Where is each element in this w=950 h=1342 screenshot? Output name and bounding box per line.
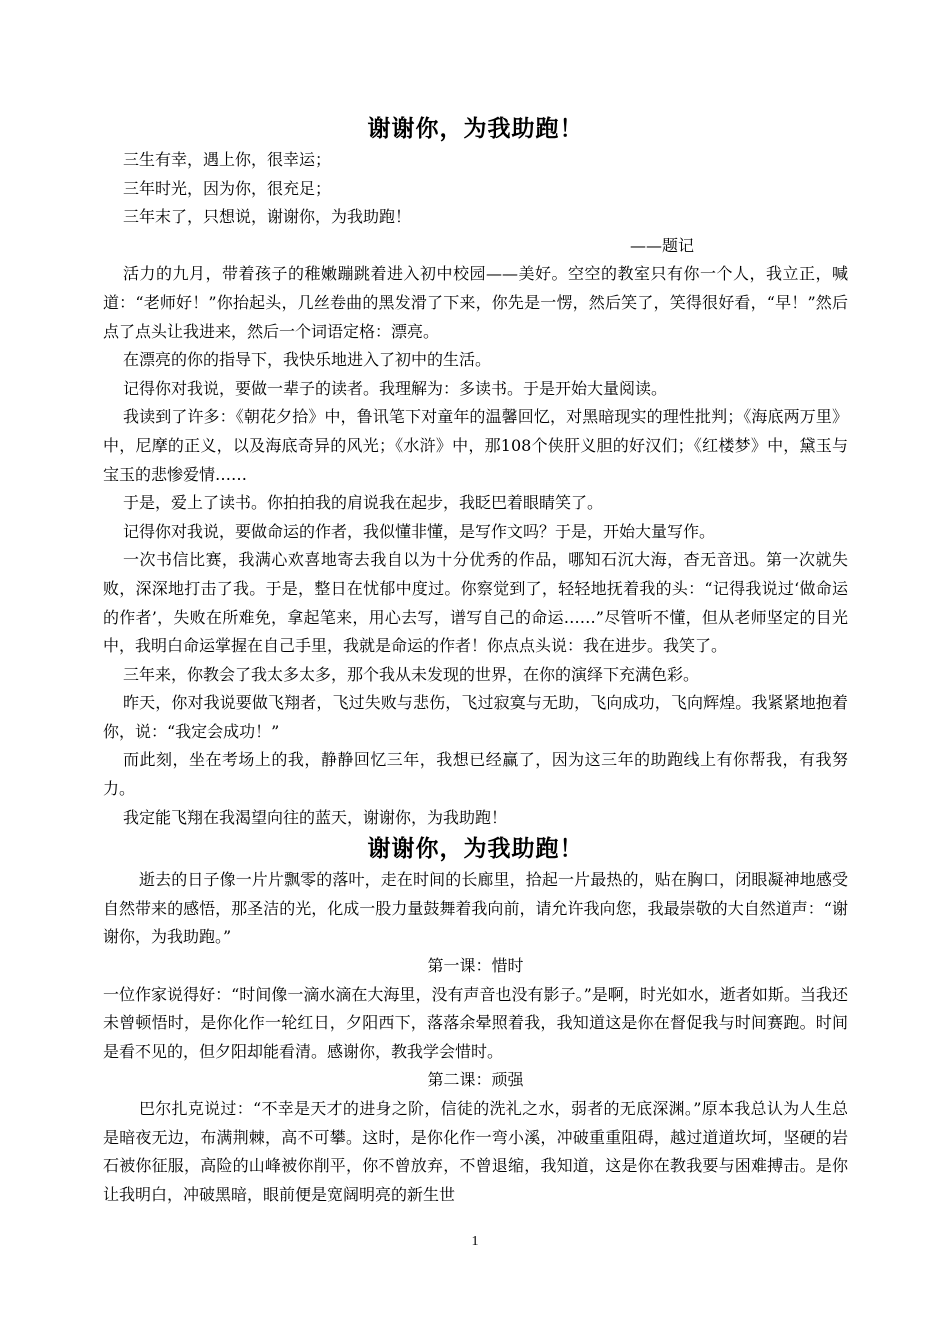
lesson1-text: 一位作家说得好：“时间像一滴水滴在大海里，没有声音也没有影子。”是啊，时光如水，逝者如斯。当我还未曾顿悟时，是你化作一轮红日，夕阳西下，落落余晕照着我，我知道这是你在督促我与时间赛跑。时间是看不见的，但夕阳却能看清。感谢你，教我学会惜时。 [103,984,848,1061]
essay1-title: 谢谢你，为我助跑！ [367,116,584,142]
paragraph: 而此刻，坐在考场上的我，静静回忆三年，我想已经赢了，因为这三年的助跑线上有你帮我，有我努力。 [103,750,848,799]
lesson2-text: 巴尔扎克说过：“不幸是天才的进身之阶，信徒的洗礼之水，弱者的无底深渊。”原本我总认为人生总是暗夜无边，布满荆棘，高不可攀。这时，是你化作一弯小溪，冲破重重阻碍，越过道道坎坷，坚硬的岩石被你征服，高险的山峰被你削平，你不曾放弃，不曾退缩，我知道，这是你在教我要与困难搏击。是你让我明白，冲破黑暗，眼前便是宽阔明亮的新生世 [103,1099,848,1204]
paragraph: 记得你对我说，要做一辈子的读者。我理解为：多读书。于是开始大量阅读。 [123,378,668,398]
lesson1-title: 第一课：惜时 [427,956,524,976]
paragraph: 我定能飞翔在我渴望向往的蓝天，谢谢你，为我助跑！ [123,807,508,827]
paragraph: 记得你对我说，要做命运的作者，我似懂非懂，是写作文吗？于是，开始大量写作。 [123,521,716,541]
paragraph: 昨天，你对我说要做飞翔者，飞过失败与悲伤，飞过寂寞与无助，飞向成功，飞向辉煌。我紧紧地抱着你，说：“我定会成功！” [103,693,848,741]
preface-line: 三生有幸，遇上你，很幸运； [123,150,332,169]
paragraph: 在漂亮的你的指导下，我快乐地进入了初中的生活。 [123,350,492,370]
lesson2-title: 第二课：顽强 [427,1070,524,1090]
essay2-title: 谢谢你，为我助跑！ [367,836,584,863]
preface-line: 三年时光，因为你，很充足； [123,178,332,198]
paragraph: 一次书信比赛，我满心欢喜地寄去我自以为十分优秀的作品，哪知石沉大海，杳无音迅。第一次就失败，深深地打击了我。于是，整日在忧郁中度过。你察觉到了，轻轻地抚着我的头：“记得我说过‘做命运的作者’，失败在所难免，拿起笔来，用心去写，谱写自己的命运……”尽管听不懂，但从老师坚定的目光中，我明白命运掌握在自己手里，我就是命运的作者！你点点头说：我在进步。我笑了。 [103,550,848,656]
paragraph: 三年来，你教会了我太多太多，那个我从未发现的世界，在你的演绎下充满色彩。 [123,664,700,684]
paragraph: 活力的九月，带着孩子的稚嫩蹦跳着进入初中校园——美好。空空的教室只有你一个人，我立正，喊道：“老师好！”你抬起头，几丝卷曲的黑发滑了下来，你先是一愣，然后笑了，笑得很好看，“早！”然后点了点头让我进来，然后一个词语定格：漂亮。 [103,264,848,341]
page-number: 1 [471,1234,479,1249]
essay2-intro: 逝去的日子像一片片飘零的落叶，走在时间的长廊里，拾起一片最热的，贴在胸口，闭眼凝神地感受自然带来的感悟，那圣洁的光，化成一股力量鼓舞着我向前，请允许我向您，我最崇敬的大自然道声：“谢谢你，为我助跑。” [103,870,848,947]
paragraph: 我读到了许多：《朝花夕拾》中，鲁讯笔下对童年的温馨回忆，对黑暗现实的理性批判；《海底两万里》中，尼摩的正义，以及海底奇异的风光；《水浒》中，那108个侠肝义胆的好汉们；《红楼梦》中，黛玉与宝玉的悲惨爱情…… [103,407,848,484]
paragraph: 于是，爱上了读书。你拍拍我的肩说我在起步，我眨巴着眼睛笑了。 [123,493,604,513]
page-content [103,112,848,1209]
preface-label: ——题记 [629,235,694,255]
preface-line: 三年末了，只想说，谢谢你，为我助跑！ [123,207,412,227]
